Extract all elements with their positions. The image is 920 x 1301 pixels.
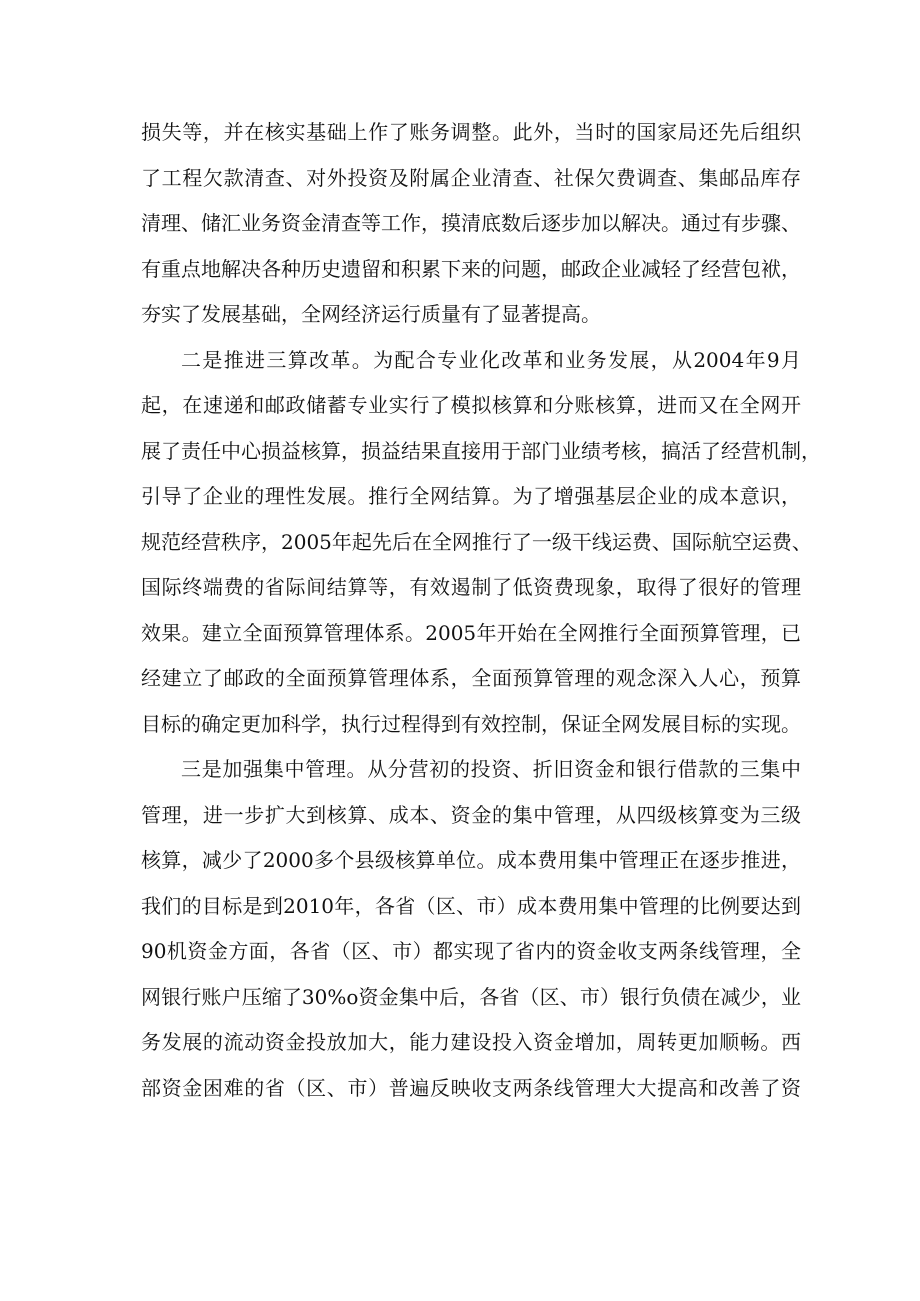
paragraph-start-line: 三是加强集中管理。从分营初的投资、折旧资金和银行借款的三集中 [181, 757, 801, 781]
text-line: 夯实了发展基础，全网经济运行质量有了显著提高。 [141, 302, 601, 326]
text-line: 有重点地解决各种历史遗留和积累下来的问题，邮政企业减轻了经营包袱， [141, 256, 801, 281]
text-line: 效果。建立全面预算管理体系。2005年开始在全网推行全面预算管理，已 [141, 620, 801, 645]
text-line: 目标的确定更加科学，执行过程得到有效控制，保证全网发展目标的实现。 [141, 711, 801, 736]
text-line: 引导了企业的理性发展。推行全网结算。为了增强基层企业的成本意识， [141, 484, 801, 508]
body-text [141, 110, 821, 1111]
text-line: 国际终端费的省际间结算等，有效遏制了低资费现象，取得了很好的管理 [141, 575, 801, 599]
text-line: 管理，进一步扩大到核算、成本、资金的集中管理，从四级核算变为三级 [141, 802, 801, 827]
text-line: 展了责任中心损益核算，损益结果直接用于部门业绩考核，搞活了经营机制， [141, 438, 821, 463]
text-line: 务发展的流动资金投放加大，能力建设投入资金增加，周转更加顺畅。西 [141, 1030, 801, 1054]
text-line: 了工程欠款清查、对外投资及附属企业清查、社保欠费调查、集邮品库存 [141, 165, 801, 190]
text-line: 我们的目标是到2010年，各省（区、市）成本费用集中管理的比例要达到 [141, 893, 801, 918]
text-line: 经建立了邮政的全面预算管理体系，全面预算管理的观念深入人心，预算 [141, 666, 801, 690]
text-line: 核算，减少了2000多个县级核算单位。成本费用集中管理正在逐步推进， [141, 848, 801, 872]
text-line: 清理、储汇业务资金清查等工作，摸清底数后逐步加以解决。通过有步骤、 [141, 211, 801, 235]
paragraph-start-line: 二是推进三算改革。为配合专业化改革和业务发展，从2004年9月 [181, 347, 801, 372]
text-line: 损失等，并在核实基础上作了账务调整。此外，当时的国家局还先后组织 [141, 120, 801, 144]
text-line: 起，在速递和邮政储蓄专业实行了模拟核算和分账核算，进而又在全网开 [141, 393, 801, 417]
text-line: 90机资金方面，各省（区、市）都实现了省内的资金收支两条线管理，全 [141, 939, 801, 963]
text-line: 部资金困难的省（区、市）普遍反映收支两条线管理大大提高和改善了资 [141, 1075, 801, 1100]
text-line: 网银行账户压缩了30%o资金集中后，各省（区、市）银行负债在减少，业 [141, 984, 801, 1009]
text-line: 规范经营秩序，2005年起先后在全网推行了一级干线运费、国际航空运费、 [141, 529, 812, 554]
